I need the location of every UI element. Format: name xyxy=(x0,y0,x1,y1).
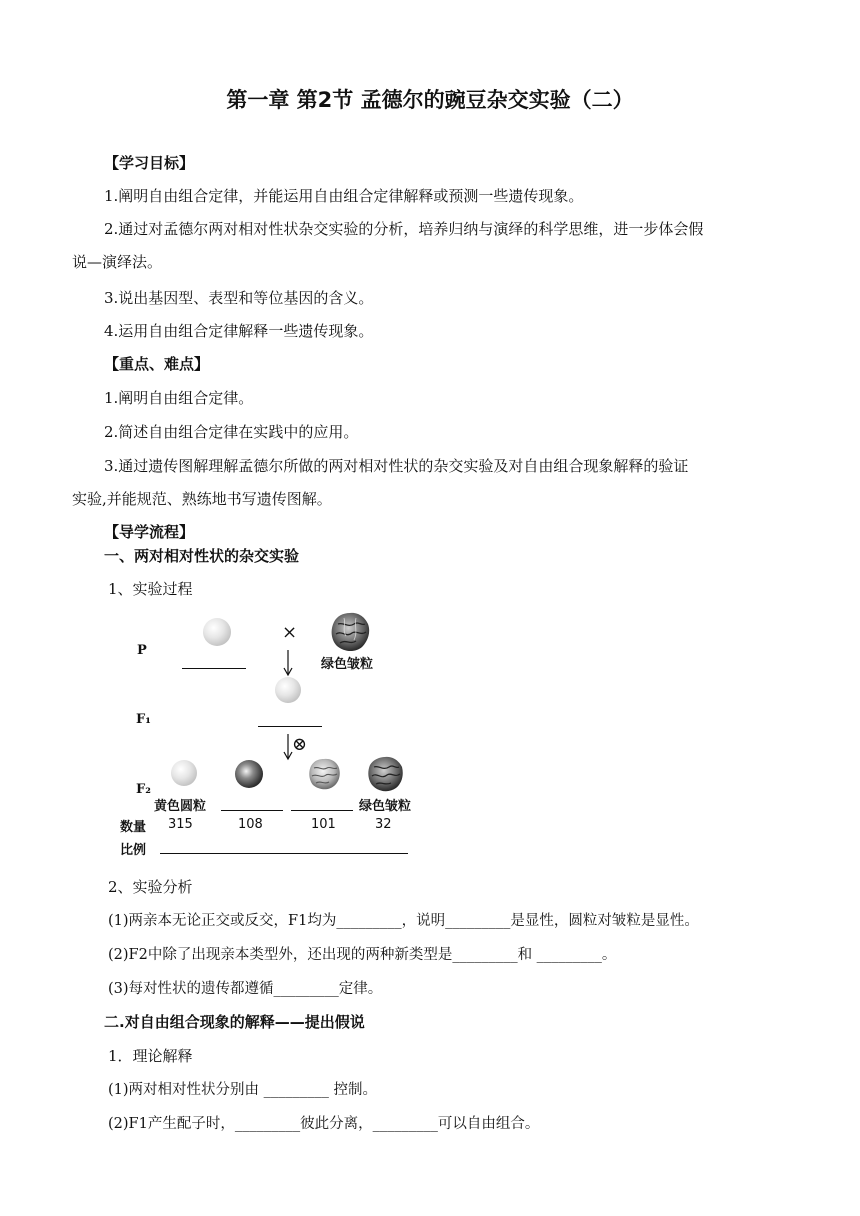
f2-label-yellow-round: 黄色圆粒 xyxy=(154,799,207,814)
guide-heading: 【导学流程】 xyxy=(104,523,195,541)
objective-item: 说—演绎法。 xyxy=(72,253,163,271)
keypoint-item: 2.简述自由组合定律在实践中的应用。 xyxy=(104,423,359,441)
theory-item: (2)F1产生配子时，_________彼此分离，_________可以自由组合。 xyxy=(108,1116,540,1132)
green-wrinkled-seed-icon xyxy=(365,754,405,794)
analysis-item: (3)每对性状的遗传都遵循_________定律。 xyxy=(108,981,383,997)
yellow-round-seed-icon xyxy=(171,760,197,786)
count-value: 108 xyxy=(238,817,263,832)
keypoint-item: 1.阐明自由组合定律。 xyxy=(104,389,254,407)
green-round-seed-icon xyxy=(235,760,263,788)
f1-label: F₁ xyxy=(136,712,151,727)
p-right-label: 绿色皱粒 xyxy=(321,657,374,672)
cross-symbol: × xyxy=(282,622,298,643)
answer-blank xyxy=(291,810,353,811)
theory-item: (1)两对相对性状分别由 _________ 控制。 xyxy=(108,1082,378,1098)
objective-item: 4.运用自由组合定律解释一些遗传现象。 xyxy=(104,322,374,340)
answer-blank xyxy=(221,810,283,811)
section-heading: 一、两对相对性状的杂交实验 xyxy=(104,547,300,565)
keypoint-item: 3.通过遗传图解理解孟德尔所做的两对相对性状的杂交实验及对自由组合现象解释的验证 xyxy=(104,457,689,475)
count-value: 315 xyxy=(168,817,193,832)
f1-seed-icon xyxy=(275,677,301,703)
page-title: 第一章 第2节 孟德尔的豌豆杂交实验（二） xyxy=(226,88,634,112)
count-label: 数量 xyxy=(120,820,147,835)
p-label: P xyxy=(137,643,147,658)
keypoints-heading: 【重点、难点】 xyxy=(104,355,210,373)
self-cross-symbol: ⊗ xyxy=(292,734,308,755)
analysis-item: (2)F2中除了出现亲本类型外，还出现的两种新类型是_________和 _________。 xyxy=(108,947,617,963)
subsection-heading: 1．理论解释 xyxy=(108,1047,193,1065)
ratio-answer-blank xyxy=(160,853,408,854)
count-value: 101 xyxy=(311,817,336,832)
objective-item: 2.通过对孟德尔两对相对性状杂交实验的分析，培养归纳与演绎的科学思维，进一步体会假 xyxy=(104,220,704,238)
subsection-heading: 1、实验过程 xyxy=(108,580,193,598)
green-wrinkled-seed-icon xyxy=(328,610,372,654)
count-value: 32 xyxy=(375,817,392,832)
objective-item: 1.阐明自由组合定律，并能运用自由组合定律解释或预测一些遗传现象。 xyxy=(104,187,584,205)
f2-label-green-wrinkled: 绿色皱粒 xyxy=(359,799,412,814)
answer-blank xyxy=(182,668,246,669)
yellow-round-seed-icon xyxy=(203,618,231,646)
answer-blank xyxy=(258,726,322,727)
yellow-wrinkled-seed-icon xyxy=(306,756,342,792)
keypoint-item: 实验,并能规范、熟练地书写遗传图解。 xyxy=(72,490,332,508)
section-heading: 二.对自由组合现象的解释——提出假说 xyxy=(104,1013,365,1031)
analysis-item: (1)两亲本无论正交或反交，F1均为_________，说明_________是显性，圆粒对皱粒是显性。 xyxy=(108,913,699,929)
objective-item: 3.说出基因型、表型和等位基因的含义。 xyxy=(104,289,374,307)
f2-label: F₂ xyxy=(136,782,151,797)
ratio-label: 比例 xyxy=(120,843,147,858)
objectives-heading: 【学习目标】 xyxy=(104,154,195,172)
down-arrow-icon xyxy=(278,648,298,678)
subsection-heading: 2、实验分析 xyxy=(108,878,193,896)
